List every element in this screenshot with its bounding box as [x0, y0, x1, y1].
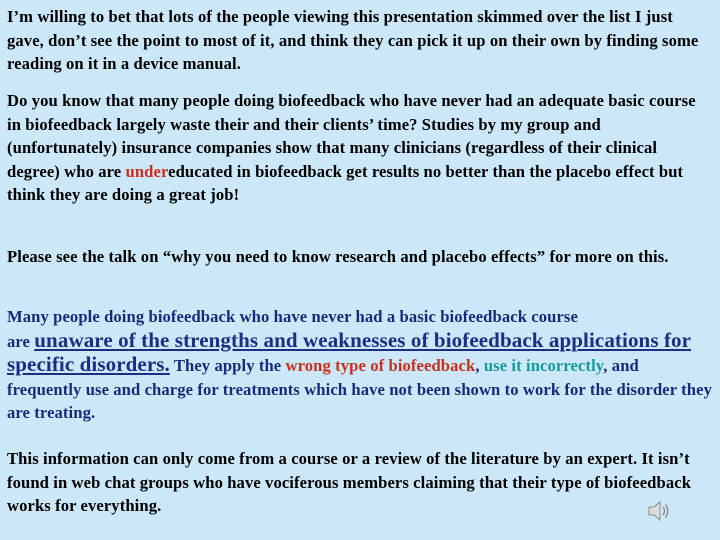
speaker-icon[interactable] — [646, 498, 672, 524]
use-incorrectly-emphasis: use it incorrectly — [483, 356, 604, 376]
are-text: are — [7, 331, 35, 351]
wrong-type-emphasis: wrong type of biofeedback — [285, 356, 476, 376]
paragraph-unaware-rest: , and frequently use and charge for treatments which have not been shown to work for the disorder they are treating. — [7, 356, 712, 423]
paragraph-unaware-line1: Many people doing biofeedback who have never had a basic biofeedback course — [7, 307, 578, 326]
paragraph-see-talk-text: Please see the talk on “why you need to know research and placebo effects” for more on this. — [7, 247, 669, 266]
paragraph-skimmed-list-text: I’m willing to bet that lots of the people viewing this presentation skimmed over the list I just gave, don’t see the point to most of it, and think they can pick it up on their own by finding some reading on it in a device manual. — [7, 7, 699, 74]
paragraph-see-talk — [7, 245, 713, 269]
paragraph-basic-course — [7, 89, 713, 207]
paragraph-information-source-text: This information can only come from a course or a review of the literature by an expert. It isn’t found in web chat groups who have vociferous members claiming that their type of biofeedback works for everything. — [7, 449, 692, 516]
under-emphasis: under — [125, 161, 169, 181]
paragraph-basic-course-text: Do you know that many people doing biofeedback who have never had an adequate basic course in biofeedback largely waste their and their clients’ time? Studies by my group and (unfortunately) insurance companies show that many clinicians (regardless of their clinical degree) who are — [7, 91, 696, 181]
paragraph-information-source — [7, 447, 713, 518]
comma-text: , — [475, 356, 484, 376]
paragraph-unaware — [7, 305, 713, 425]
paragraph-skimmed-list — [7, 5, 713, 76]
they-apply-text: They apply the — [169, 356, 286, 376]
paragraph-basic-course-text-end: educated in biofeedback get results no better than the placebo effect but think they are doing a great job! — [7, 161, 684, 205]
unaware-emphasis: unaware of the strengths and weaknesses of biofeedback applications for specific disorders. — [7, 327, 692, 377]
